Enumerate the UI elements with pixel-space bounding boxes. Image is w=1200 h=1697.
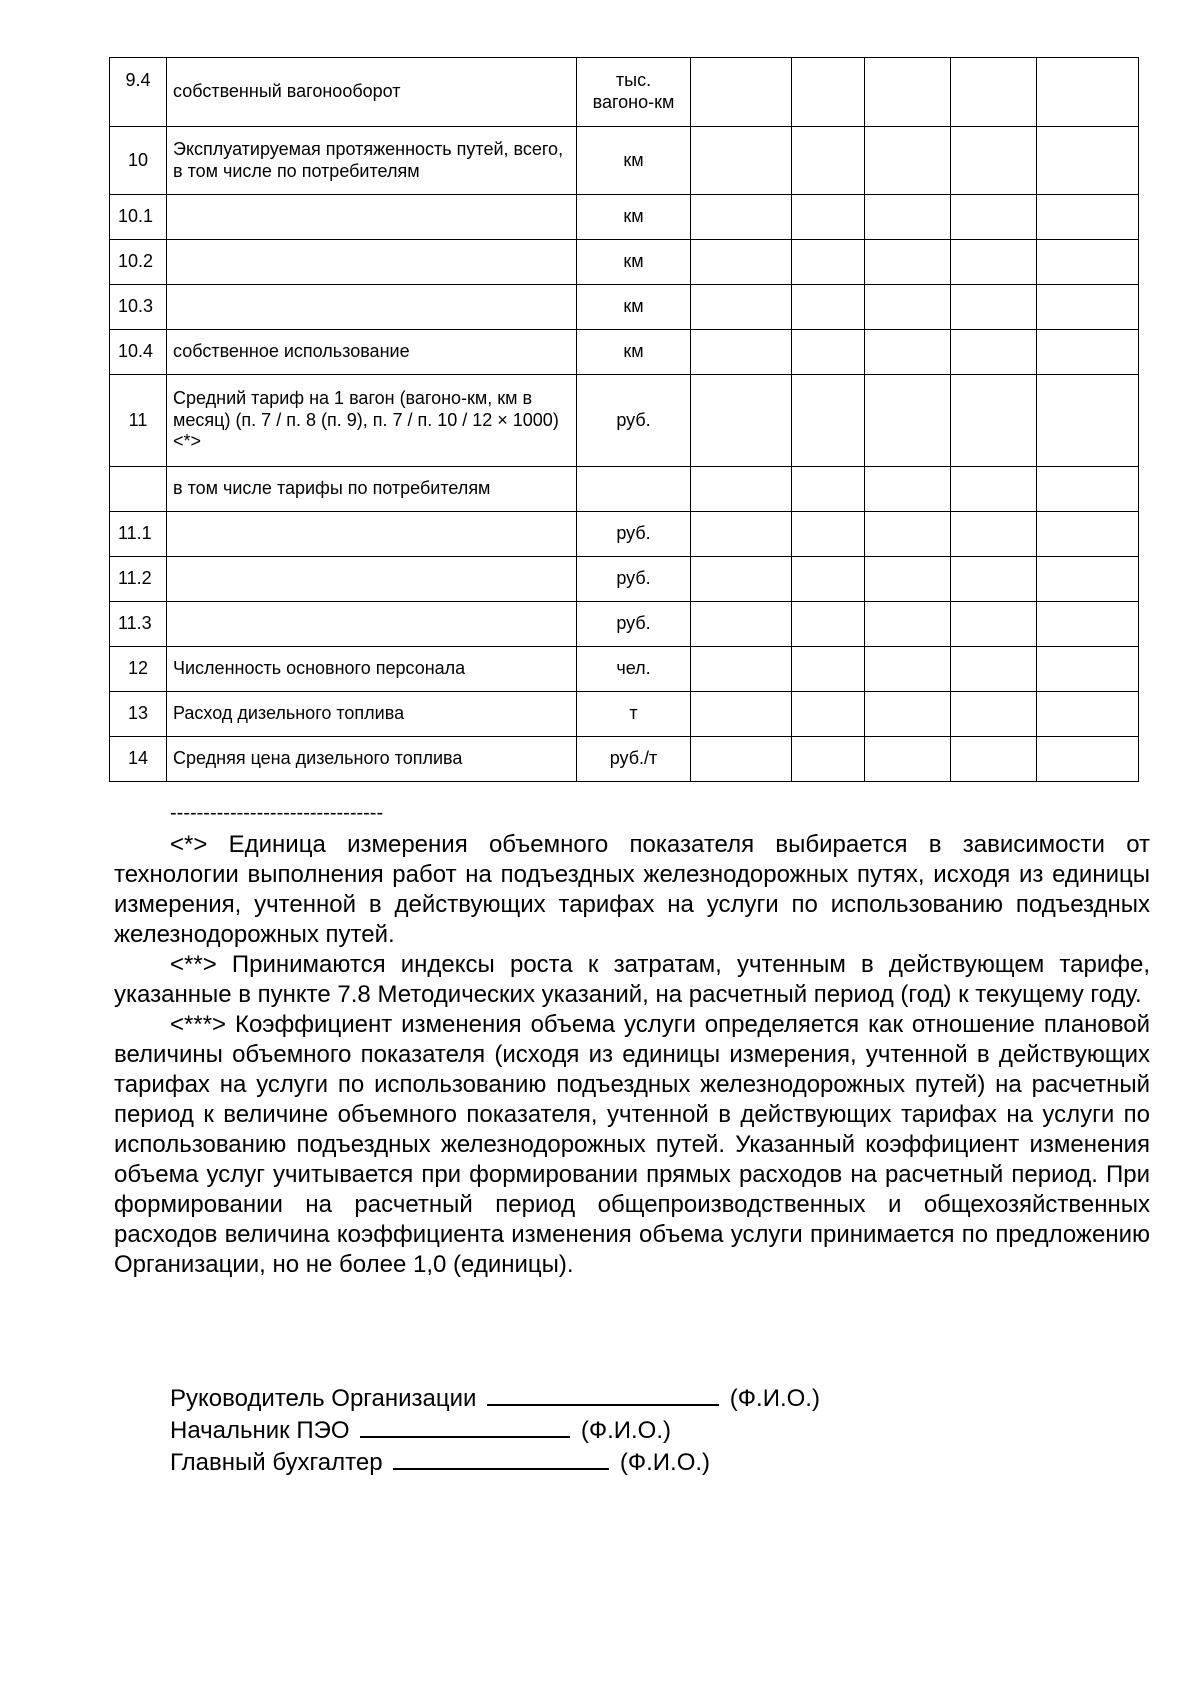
value-cell [1037,375,1139,467]
value-cell [951,330,1037,375]
row-name: собственное использование [167,330,577,375]
table-row [110,58,1139,127]
row-name: Численность основного персонала [167,647,577,692]
value-cell [792,285,865,330]
value-cell [1037,647,1139,692]
row-name [167,602,577,647]
value-cell [865,58,951,127]
row-number: 11 [110,375,167,467]
signature-suffix: (Ф.И.О.) [580,1417,672,1444]
value-cell [865,127,951,195]
row-number: 14 [110,737,167,782]
value-cell [1037,737,1139,782]
row-unit: руб. [577,375,691,467]
value-cell [1037,58,1139,127]
row-name [167,195,577,240]
value-cell [951,647,1037,692]
footnote-3: <***> Коэффициент изменения объема услуги определяется как отношение плановой величины объемного показателя (исходя из единицы измерения, учтенной в действующих тарифах на услуги по использованию подъездных железнодорожных путей) на расчетный период к величине объемного показателя, учтенной в действующих тарифах на услуги по использованию подъездных железнодорожных путей. Указанный коэффициент изменения объема услуг учитывается при формировании прямых расходов на расчетный период. При формировании на расчетный период общепроизводственных и общехозяйственных расходов величина коэффициента изменения объема услуги принимается по предложению Организации, но не более 1,0 (единицы). [114,1011,1150,1278]
row-name: собственный вагонооборот [167,58,577,127]
row-unit: км [577,240,691,285]
table-row [110,330,1139,375]
signature-line-peo-head [170,1414,820,1446]
footnotes [114,800,1150,1280]
value-cell [1037,285,1139,330]
row-number: 11.1 [110,512,167,557]
value-cell [951,557,1037,602]
value-cell [951,58,1037,127]
footnote-1: <*> Единица измерения объемного показателя выбирается в зависимости от технологии выполнения работ на подъездных железнодорожных путях, исходя из единицы измерения, учтенной в действующих тарифах на услуги по использованию подъездных железнодорожных путей. [114,831,1150,948]
row-unit: руб. [577,557,691,602]
value-cell [951,692,1037,737]
row-name: Средний тариф на 1 вагон (вагоно-км, км в месяц) (п. 7 / п. 8 (п. 9), п. 7 / п. 10 / 12 × 1000)<*> [167,375,577,467]
value-cell [1037,467,1139,512]
row-number: 10.1 [110,195,167,240]
table-row [110,557,1139,602]
value-cell [865,602,951,647]
value-cell [792,512,865,557]
value-cell [951,512,1037,557]
value-cell [792,330,865,375]
row-unit: км [577,127,691,195]
row-name: Эксплуатируемая протяженность путей, всего, в том числе по потребителям [167,127,577,195]
signature-role: Руководитель Организации [170,1385,477,1412]
value-cell [865,692,951,737]
table-row [110,240,1139,285]
value-cell [691,647,792,692]
value-cell [792,375,865,467]
value-cell [951,285,1037,330]
signature-role: Начальник ПЭО [170,1417,350,1444]
value-cell [691,58,792,127]
value-cell [1037,127,1139,195]
signature-line-chief-accountant [170,1446,820,1478]
row-number [110,467,167,512]
row-number: 10.2 [110,240,167,285]
row-name: в том числе тарифы по потребителям [167,467,577,512]
value-cell [865,285,951,330]
indicators-table [109,57,1138,782]
row-name: Расход дизельного топлива [167,692,577,737]
value-cell [691,127,792,195]
row-number: 11.3 [110,602,167,647]
row-unit: чел. [577,647,691,692]
signature-blank[interactable] [360,1414,570,1438]
value-cell [865,375,951,467]
row-number: 10 [110,127,167,195]
value-cell [792,557,865,602]
table-row [110,602,1139,647]
value-cell [865,512,951,557]
value-cell [1037,195,1139,240]
value-cell [792,602,865,647]
value-cell [951,467,1037,512]
value-cell [1037,240,1139,285]
value-cell [1037,602,1139,647]
value-cell [865,647,951,692]
row-name [167,557,577,602]
row-number: 13 [110,692,167,737]
signature-blank[interactable] [487,1382,719,1406]
row-unit: руб. [577,512,691,557]
value-cell [792,467,865,512]
value-cell [951,375,1037,467]
row-unit: км [577,330,691,375]
value-cell [792,240,865,285]
footnote-separator: -------------------------------- [170,802,384,824]
value-cell [691,602,792,647]
value-cell [691,240,792,285]
row-number: 10.3 [110,285,167,330]
value-cell [691,467,792,512]
value-cell [1037,692,1139,737]
row-name [167,240,577,285]
value-cell [691,195,792,240]
value-cell [865,240,951,285]
table-row [110,375,1139,467]
table-row [110,285,1139,330]
value-cell [1037,330,1139,375]
row-unit: руб. [577,602,691,647]
value-cell [865,330,951,375]
value-cell [951,602,1037,647]
value-cell [792,127,865,195]
value-cell [691,330,792,375]
value-cell [865,737,951,782]
value-cell [792,58,865,127]
signature-suffix: (Ф.И.О.) [729,1385,820,1412]
value-cell [865,195,951,240]
row-unit: т [577,692,691,737]
value-cell [951,127,1037,195]
signature-role: Главный бухгалтер [170,1449,383,1476]
row-unit: км [577,195,691,240]
value-cell [951,737,1037,782]
value-cell [691,285,792,330]
value-cell [792,195,865,240]
value-cell [951,240,1037,285]
table-row [110,647,1139,692]
value-cell [792,647,865,692]
table-row [110,467,1139,512]
value-cell [691,737,792,782]
row-unit: руб./т [577,737,691,782]
row-number: 11.2 [110,557,167,602]
row-name [167,512,577,557]
value-cell [1037,512,1139,557]
row-number: 9.4 [110,58,167,127]
row-name: Средняя цена дизельного топлива [167,737,577,782]
table-row [110,692,1139,737]
table-row [110,127,1139,195]
value-cell [691,512,792,557]
row-name [167,285,577,330]
value-cell [691,557,792,602]
table-row [110,512,1139,557]
report-table [109,57,1139,782]
row-unit: тыс. вагоно-км [577,58,691,127]
value-cell [792,737,865,782]
value-cell [1037,557,1139,602]
footnote-2: <**> Принимаются индексы роста к затратам, учтенным в действующем тарифе, указанные в пункте 7.8 Методических указаний, на расчетный период (год) к текущему году. [114,951,1150,1008]
row-unit: км [577,285,691,330]
value-cell [951,195,1037,240]
value-cell [865,557,951,602]
value-cell [865,467,951,512]
table-row [110,737,1139,782]
row-number: 12 [110,647,167,692]
table-row [110,195,1139,240]
signature-line-director [170,1382,820,1414]
value-cell [691,375,792,467]
row-unit [577,467,691,512]
value-cell [691,692,792,737]
row-number: 10.4 [110,330,167,375]
signature-suffix: (Ф.И.О.) [619,1449,711,1476]
signature-blank[interactable] [393,1446,609,1470]
signature-block [170,1382,820,1478]
value-cell [792,692,865,737]
